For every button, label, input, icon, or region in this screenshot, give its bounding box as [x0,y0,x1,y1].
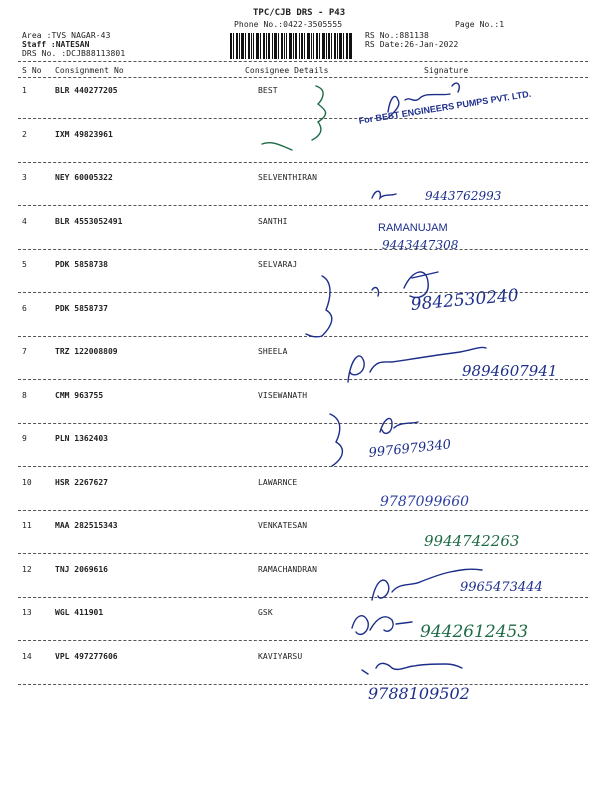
row-divider [18,118,588,119]
barcode [230,33,352,59]
row11-phone: 9944742263 [424,532,520,550]
row-consignee: VISEWANATH [258,391,308,400]
drs-number: DRS No. :DCJB88113801 [22,49,126,58]
row-consignment-no: TNJ 2069616 [55,565,108,574]
row13-phone: 9442612453 [420,622,529,642]
row-consignment-no: MAA 282515343 [55,521,118,530]
row-divider [18,423,588,424]
row-consignee: LAWARNCE [258,478,298,487]
row-consignment-no: PDK 5858737 [55,304,108,313]
rs-date: RS Date:26-Jan-2022 [365,40,459,49]
row-divider [18,162,588,163]
staff-label: Staff :NATESAN [22,40,90,49]
row-consignment-no: BLR 4553052491 [55,217,123,226]
row-sno: 11 [22,521,32,530]
row-consignment-no: IXM 49823961 [55,130,113,139]
row-divider [18,466,588,467]
row-consignment-no: BLR 440277205 [55,86,118,95]
row-consignment-no: HSR 2267627 [55,478,108,487]
row-sno: 2 [22,130,27,139]
row-sno: 12 [22,565,32,574]
col-header-consignment: Consignment No [55,66,124,75]
row-sno: 6 [22,304,27,313]
row-sno: 1 [22,86,27,95]
row-sno: 10 [22,478,32,487]
row-consignment-no: NEY 60005322 [55,173,113,182]
page-number: Page No.:1 [455,20,505,29]
row-sno: 5 [22,260,27,269]
row9-phone: 9976979340 [368,437,452,461]
row-consignee: SHEELA [258,347,288,356]
row-sno: 8 [22,391,27,400]
row-sno: 14 [22,652,32,661]
row-divider [18,510,588,511]
row-consignee: SELVENTHIRAN [258,173,317,182]
row-sno: 3 [22,173,27,182]
row-divider [18,553,588,554]
row-consignment-no: CMM 963755 [55,391,104,400]
row-divider [18,684,588,685]
row-divider [18,205,588,206]
row-consignment-no: TRZ 122008809 [55,347,118,356]
row-consignee: RAMACHANDRAN [258,565,317,574]
row-consignee: GSK [258,608,273,617]
col-header-signature: Signature [424,66,469,75]
row-divider [18,597,588,598]
report-title: TPC/CJB DRS - P43 [253,8,346,18]
header-divider-top [18,61,588,62]
row-consignment-no: PLN 1362403 [55,434,108,443]
row14-phone: 9788109502 [368,684,470,703]
row-consignee: SANTHI [258,217,288,226]
row7-phone: 9894607941 [462,362,558,380]
row-consignment-no: WGL 411901 [55,608,104,617]
row6-phone: 9842530240 [410,285,520,315]
row4-phone: 9443447308 [382,238,459,252]
phone-number: Phone No.:0422-3505555 [234,20,343,29]
row-sno: 4 [22,217,27,226]
row4-name: RAMANUJAM [378,222,448,234]
header-divider-bottom [18,77,588,78]
col-header-sno: S No [22,66,42,75]
row-divider [18,249,588,250]
row-divider [18,336,588,337]
rs-number: RS No.:881138 [365,31,429,40]
row-consignment-no: VPL 497277606 [55,652,118,661]
row3-phone: 9443762993 [425,189,502,203]
row-sno: 7 [22,347,27,356]
row-consignee: SELVARAJ [258,260,298,269]
row-consignee: VENKATESAN [258,521,308,530]
row12-phone: 9965473444 [460,580,543,595]
row10-phone: 9787099660 [380,494,470,510]
col-header-consignee: Consignee Details [245,66,329,75]
company-stamp: For BEST ENGINEERS PUMPS PVT. LTD. [358,88,532,126]
row-consignee: BEST [258,86,278,95]
row-sno: 13 [22,608,32,617]
row-consignment-no: PDK 5858738 [55,260,108,269]
row-sno: 9 [22,434,27,443]
area-label: Area :TVS NAGAR-43 [22,31,111,40]
row-consignee: KAVIYARSU [258,652,303,661]
